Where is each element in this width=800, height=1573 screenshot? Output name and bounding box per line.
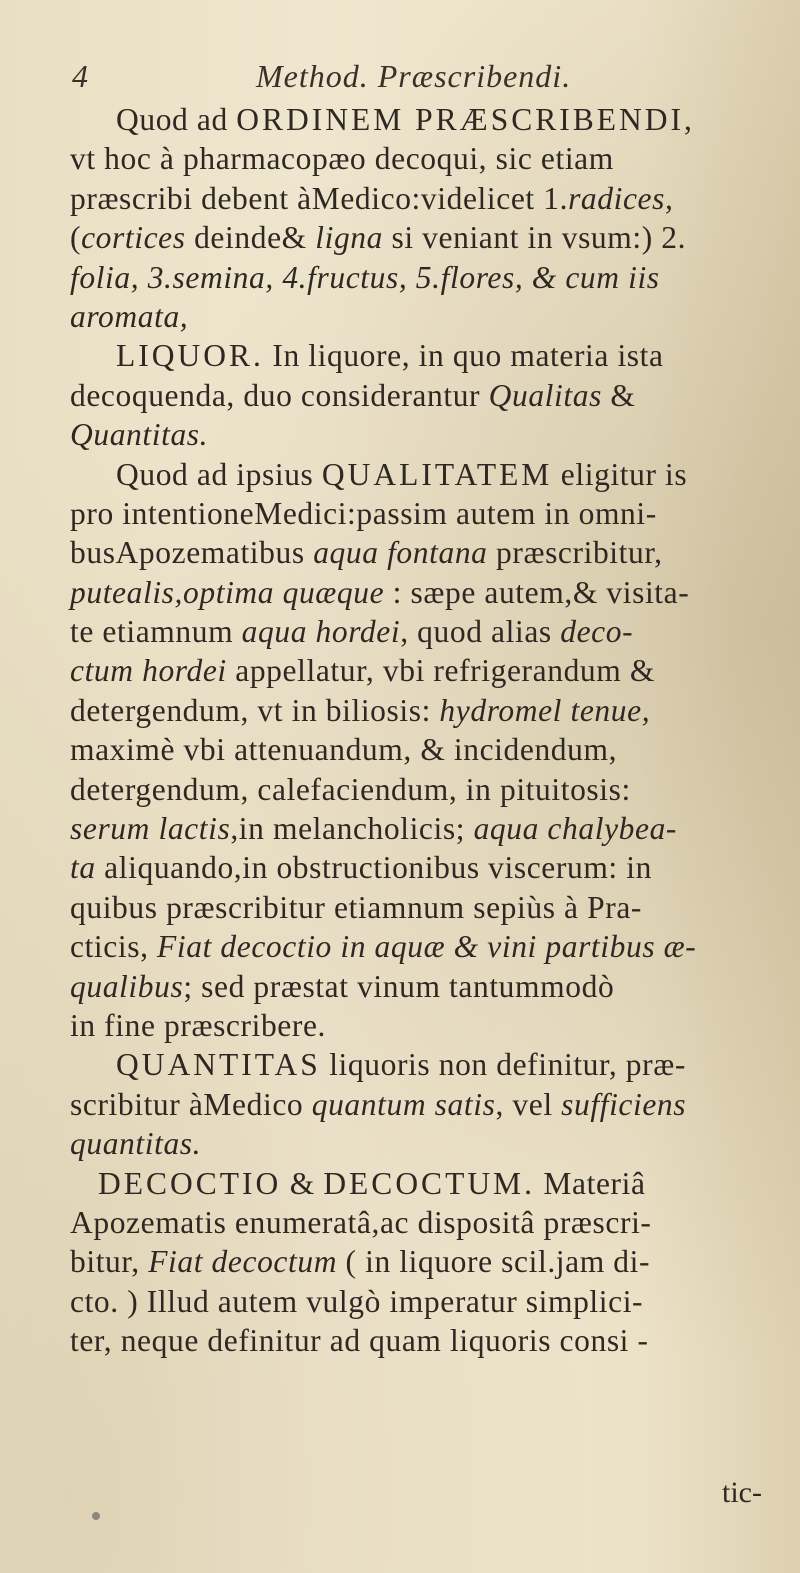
ink-spot (92, 1512, 100, 1520)
text-run: semina, 4. (172, 259, 308, 295)
text-line (70, 533, 800, 572)
text-line (70, 612, 800, 651)
text-line (70, 139, 800, 178)
text-line (70, 809, 800, 848)
text-line (70, 1124, 800, 1163)
text-run: maximè vbi attenuandum, & incidendum, (70, 732, 618, 768)
text-run: ( in liquore scil.jam di- (337, 1244, 651, 1280)
text-run: busApozematibus (70, 535, 314, 571)
text-run: ORDINEM PRÆSCRIBENDI, (236, 102, 695, 137)
text-run: ( (70, 220, 82, 256)
text-line (70, 494, 800, 533)
text-line (70, 455, 800, 494)
text-line (70, 376, 800, 415)
text-run: ,in melancholicis; (230, 811, 474, 847)
text-run: quantum satis (311, 1086, 496, 1122)
text-run: DECOCTUM. (323, 1165, 535, 1201)
text-run: putealis,optima quæque (70, 574, 385, 610)
text-line (70, 1242, 800, 1281)
text-line (70, 691, 800, 730)
text-run: præscribi debent àMedico:videlicet 1. (70, 180, 569, 216)
text-line (70, 297, 800, 336)
text-body (70, 100, 800, 1361)
text-line (70, 573, 800, 612)
text-run: & (601, 377, 636, 413)
text-run: hydromel tenue, (439, 692, 651, 728)
text-line (70, 1203, 800, 1242)
text-line (70, 848, 800, 887)
text-run: Fiat decoctio in aquæ & vini partibus æ- (157, 929, 697, 965)
text-run: Apozematis enumeratâ,ac dispositâ præscri- (70, 1204, 652, 1240)
running-title: Method. Præscribendi. (256, 58, 572, 94)
text-run: fructus, 5. (307, 259, 441, 295)
text-run: qualibus (70, 968, 184, 1004)
text-run: Qualitas (488, 377, 602, 413)
text-run: ligna (315, 220, 383, 256)
text-run: detergendum, vt in biliosis: (70, 692, 440, 728)
text-run: Fiat decoctum (148, 1244, 338, 1280)
text-run: liquoris non definitur, præ- (320, 1047, 686, 1083)
text-run: præscribitur, (487, 535, 663, 571)
text-run: pro intentioneMedici:passim autem in omni- (70, 495, 657, 531)
text-line (70, 100, 800, 139)
text-run: radices, (568, 180, 674, 216)
text-run: cortices (81, 220, 186, 256)
text-run: : sæpe autem,& visita- (384, 574, 690, 610)
text-run: quibus præscribitur etiamnum sepiùs à Pra- (70, 889, 642, 925)
text-line (70, 967, 800, 1006)
text-run: aqua fontana (313, 535, 488, 571)
text-run: QUALITATEM (321, 456, 553, 492)
text-run: QUANTITAS (116, 1047, 321, 1083)
text-run: ; sed præstat vinum tantummodò (183, 968, 615, 1004)
text-run: aliquando,in obstructionibus viscerum: in (95, 850, 652, 886)
text-line (70, 730, 800, 769)
running-header (72, 58, 732, 102)
text-run: & (281, 1165, 324, 1201)
text-run: Quod ad ipsius (116, 456, 322, 492)
text-run: flores, & cum iis (440, 259, 660, 295)
text-line (70, 218, 800, 257)
text-run: quantitas. (70, 1126, 202, 1162)
page-number: 4 (72, 58, 88, 94)
text-run: serum lactis (70, 811, 231, 847)
text-line (70, 1085, 800, 1124)
text-run: ta (70, 850, 96, 886)
text-run: si veniant in vsum:) 2. (383, 220, 687, 256)
text-run: vt hoc à pharmacopæo decoqui, sic etiam (70, 141, 614, 177)
text-line (70, 258, 800, 297)
text-line (70, 415, 800, 454)
text-line (70, 336, 800, 375)
text-line (70, 179, 800, 218)
text-run: bitur, (70, 1244, 149, 1280)
text-line (70, 1321, 800, 1360)
text-run: ter, neque definitur ad quam liquoris consi - (70, 1323, 649, 1359)
text-run: Quod ad (116, 102, 237, 137)
text-run: aromata, (70, 298, 189, 334)
text-run: aqua chalybea- (473, 811, 678, 847)
text-run: In liquore, in quo materia ista (263, 338, 664, 374)
text-run: Quantitas. (70, 417, 209, 453)
text-run: folia, 3. (70, 259, 173, 295)
text-run: ctum hordei (70, 653, 227, 689)
text-line (70, 1164, 800, 1203)
text-run: , quod alias (400, 614, 561, 650)
text-line (70, 927, 800, 966)
text-run: eligitur is (552, 456, 688, 492)
text-run: LIQUOR. (116, 338, 264, 374)
text-run: cticis, (70, 929, 158, 965)
text-run: detergendum, calefaciendum, in pituitosis: (70, 771, 631, 807)
text-run: decoquenda, duo considerantur (70, 377, 489, 413)
text-run: deco- (560, 614, 634, 650)
text-run: DECOCTIO (98, 1165, 282, 1201)
text-run: in fine præscribere. (70, 1007, 327, 1043)
text-run: , vel (495, 1086, 562, 1122)
text-line (70, 651, 800, 690)
text-run: aqua hordei (241, 614, 401, 650)
text-run: cto. ) Illud autem vulgò imperatur simplici- (70, 1283, 644, 1319)
text-line (70, 1282, 800, 1321)
text-run: te etiamnum (70, 614, 242, 650)
text-run: appellatur, vbi refrigerandum & (226, 653, 655, 689)
text-line (70, 888, 800, 927)
catchword: tic- (722, 1476, 762, 1509)
text-run: sufficiens (561, 1086, 687, 1122)
text-run: Materiâ (534, 1165, 646, 1201)
text-line (70, 1045, 800, 1084)
text-line (70, 1006, 800, 1045)
text-run: scribitur àMedico (70, 1086, 312, 1122)
text-line (70, 770, 800, 809)
text-run: deinde& (185, 220, 316, 256)
